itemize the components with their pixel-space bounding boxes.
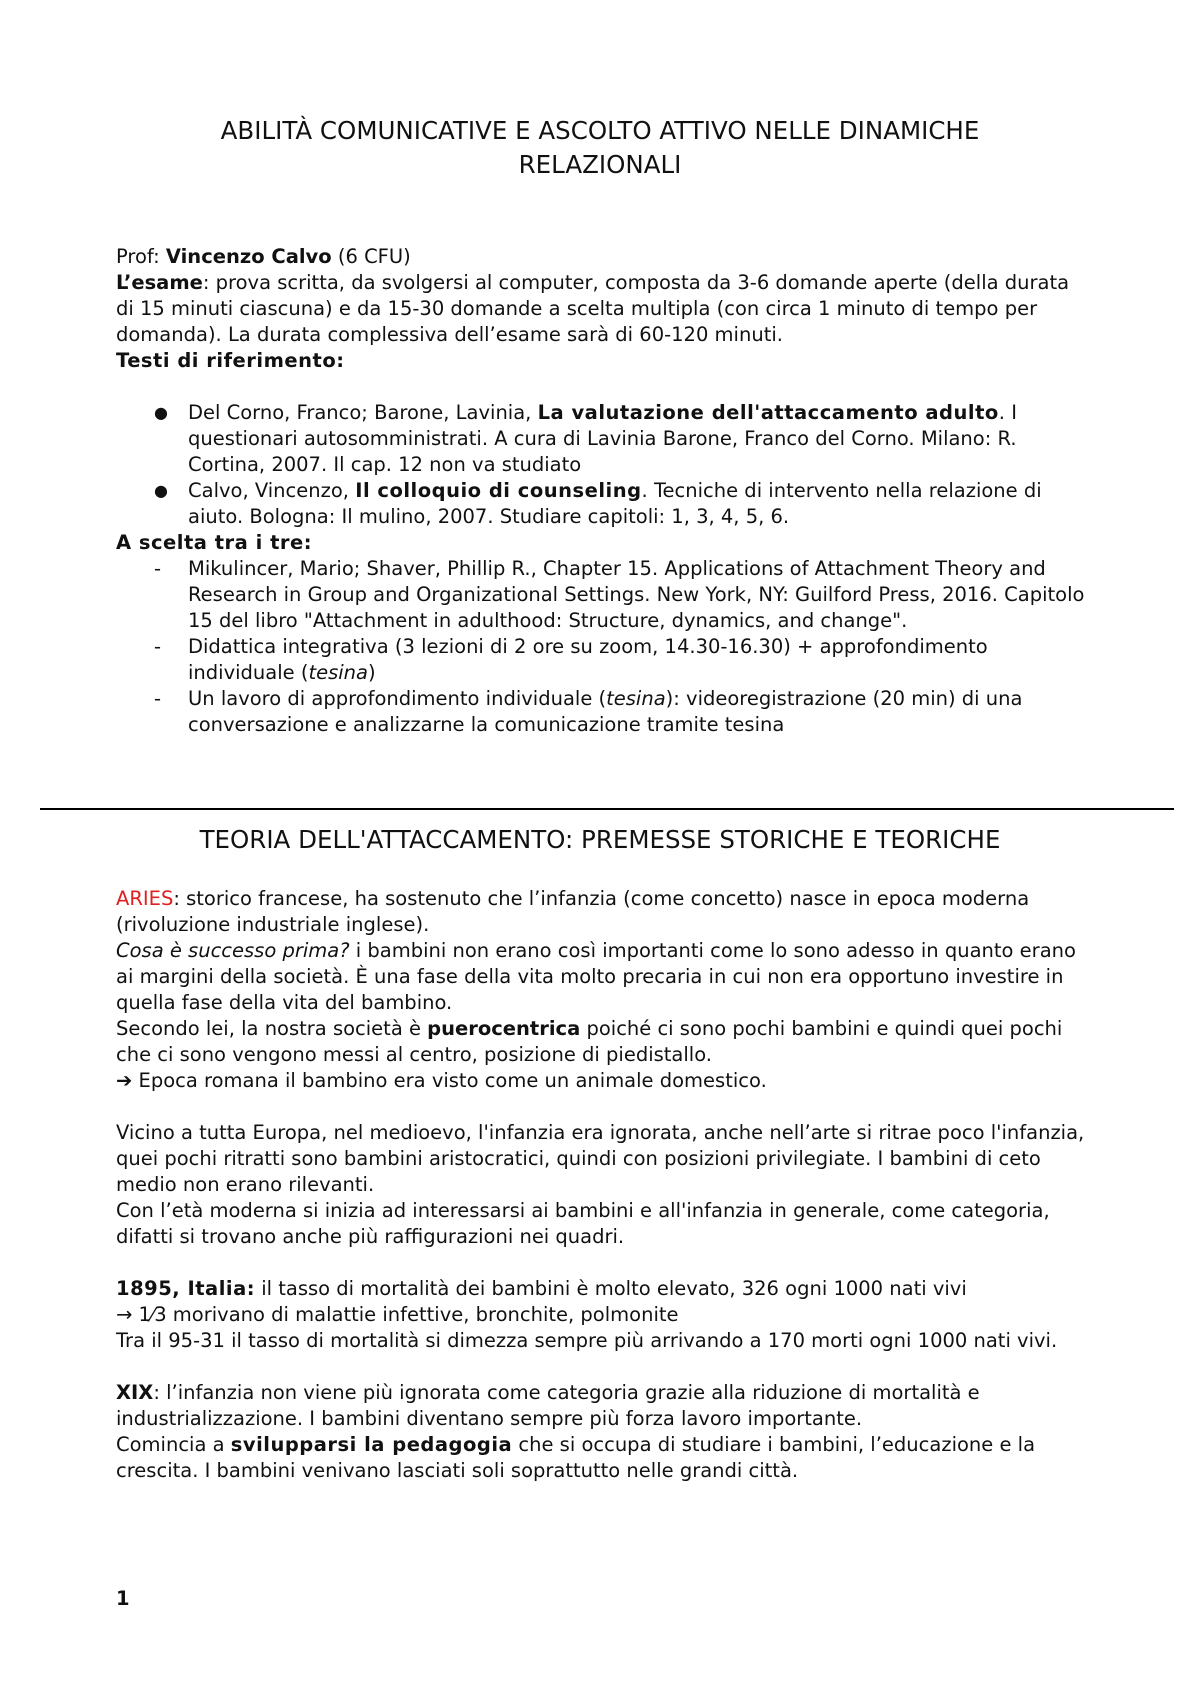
- professor-name: Vincenzo Calvo: [165, 245, 332, 268]
- roman-era-line: ➔ Epoca romana il bambino era visto come un animale domestico.: [116, 1069, 767, 1092]
- list-item: - Un lavoro di approfondimento individuale (tesina): videoregistrazione (20 min) di una conversazione e analizzarne la comunicazione tramite tesina: [154, 687, 1023, 736]
- list-item: - Mikulincer, Mario; Shaver, Phillip R., Chapter 15. Applications of Attachment Theory and Research in Group and Organizational Settings. New York, NY: Guilford Press, 2016. Capitolo 15 del libro "Attachment in adulthood: Structure, dynamics, and change".: [154, 557, 1085, 632]
- title-line-2: RELAZIONALI: [518, 150, 682, 179]
- aries-label: ARIES: [116, 887, 174, 910]
- pedagogy-paragraph: Comincia a svilupparsi la pedagogia che si occupa di studiare i bambini, l’educazione e la crescita. I bambini venivano lasciati soli soprattutto nelle grandi città.: [116, 1433, 1036, 1482]
- choice-list: [116, 556, 1091, 738]
- bullet-icon: ●: [154, 403, 168, 422]
- list-item: - Didattica integrativa (3 lezioni di 2 ore su zoom, 14.30-16.30) + approfondimento individuale (tesina): [154, 635, 988, 684]
- exam-label: L’esame: [116, 271, 203, 294]
- professor-line: Prof: Vincenzo Calvo (6 CFU): [116, 245, 411, 268]
- choice-heading: A scelta tra i tre:: [116, 531, 313, 554]
- document-title: [116, 114, 1084, 182]
- references-heading: Testi di riferimento:: [116, 349, 345, 372]
- section-title: TEORIA DELL'ATTACCAMENTO: PREMESSE STORICHE E TEORICHE: [199, 825, 1001, 854]
- dash-icon: -: [154, 687, 162, 710]
- medieval-paragraph: Vicino a tutta Europa, nel medioevo, l'infanzia era ignorata, anche nell’arte si ritrae poco l'infanzia, quei pochi ritratti sono bambini aristocratici, quindi con posizioni privilegiate. I bambini di ceto medio non erano rilevanti.: [116, 1121, 1085, 1196]
- puerocentric-paragraph: Secondo lei, la nostra società è puerocentrica poiché ci sono pochi bambini e quindi quei pochi che ci sono vengono messi al centro, posizione di piedistallo.: [116, 1017, 1063, 1066]
- section-divider: [40, 808, 1174, 810]
- cfu-label: (6 CFU): [331, 245, 411, 268]
- bullet-icon: ●: [154, 481, 168, 500]
- list-item: ● Del Corno, Franco; Barone, Lavinia, La valutazione dell'attaccamento adulto. I questionari autosomministrati. A cura di Lavinia Barone, Franco del Corno. Milano: R. Cortina, 2007. Il cap. 12 non va studiato: [154, 401, 1017, 476]
- diseases-line: → 1⁄3 morivano di malattie infettive, bronchite, polmonite: [116, 1303, 679, 1326]
- reference-list: [116, 400, 1091, 530]
- exam-info-section: [116, 244, 1091, 738]
- exam-description: L’esame: prova scritta, da svolgersi al computer, composta da 3-6 domande aperte (della durata di 15 minuti ciascuna) e da 15-30 domande a scelta multipla (con circa 1 minuto di tempo per domanda). La durata complessiva dell’esame sarà di 60-120 minuti.: [116, 271, 1070, 346]
- modern-age-paragraph: Con l’età moderna si inizia ad interessarsi ai bambini e all'infanzia in generale, come categoria, difatti si trovano anche più raffigurazioni nei quadri.: [116, 1199, 1050, 1248]
- attachment-theory-section: [116, 886, 1096, 1484]
- title-line-1: ABILITÀ COMUNICATIVE E ASCOLTO ATTIVO NELLE DINAMICHE: [220, 116, 980, 145]
- dash-icon: -: [154, 557, 162, 580]
- xix-paragraph: XIX: l’infanzia non viene più ignorata come categoria grazie alla riduzione di mortalità e industrializzazione. I bambini diventano sempre più forza lavoro importante.: [116, 1381, 980, 1430]
- before-paragraph: Cosa è successo prima? i bambini non erano così importanti come lo sono adesso in quanto erano ai margini della società. È una fase della vita molto precaria in cui non era opportuno investire in quella fase della vita del bambino.: [116, 939, 1076, 1014]
- page-number: 1: [116, 1587, 130, 1610]
- aries-paragraph: ARIES: storico francese, ha sostenuto che l’infanzia (come concetto) nasce in epoca moderna (rivoluzione industriale inglese).: [116, 887, 1030, 936]
- list-item: ● Calvo, Vincenzo, Il colloquio di counseling. Tecniche di intervento nella relazione di aiuto. Bologna: Il mulino, 2007. Studiare capitoli: 1, 3, 4, 5, 6.: [154, 479, 1042, 528]
- mortality-halved-paragraph: Tra il 95-31 il tasso di mortalità si dimezza sempre più arrivando a 170 morti ogni 1000 nati vivi.: [116, 1329, 1058, 1352]
- arrow-icon: ➔: [116, 1069, 133, 1092]
- mortality-paragraph: 1895, Italia: il tasso di mortalità dei bambini è molto elevato, 326 ogni 1000 nati vivi: [116, 1277, 967, 1300]
- dash-icon: -: [154, 635, 162, 658]
